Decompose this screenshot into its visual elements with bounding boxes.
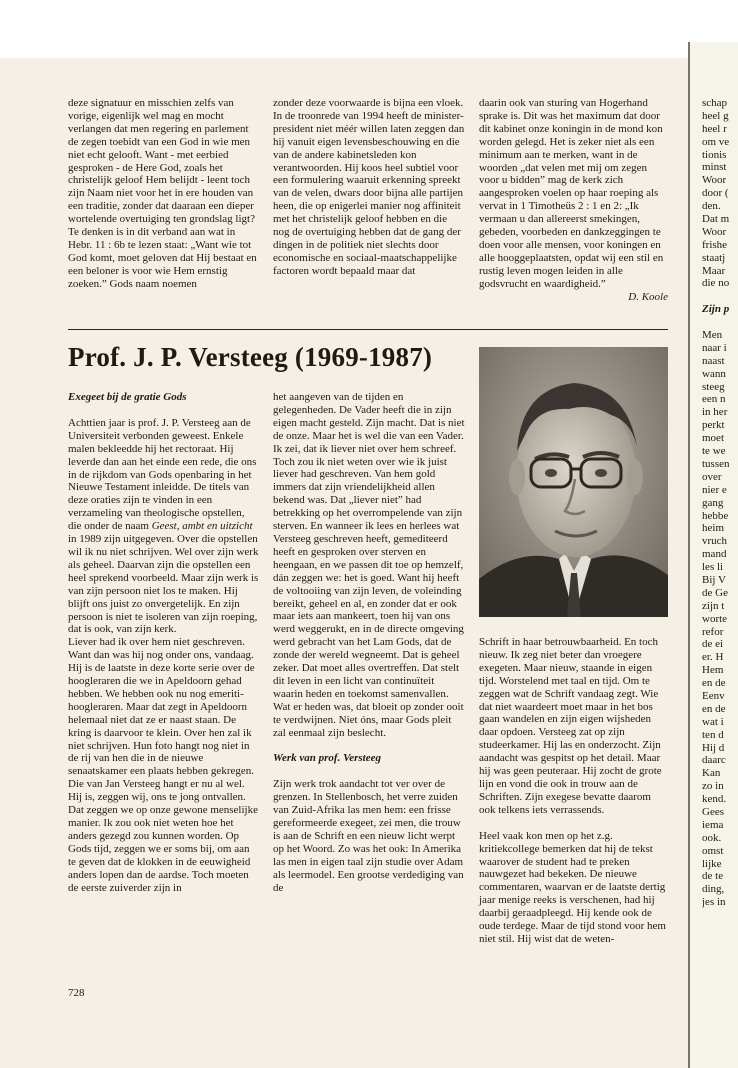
right-page-line: Kan	[702, 767, 721, 780]
article-column-1-paragraph-1	[68, 417, 260, 636]
top-column-1-text: deze signatuur en misschien zelfs van vorige, eigenlijk wel mag en mocht verlangen dat men regering en parlement de zegen toebidt van een God in wie men niet echt gelooft. Want - met eerbied gesproken - de Here God, zoals het christelijk geloof Hem belijdt - leent toch zijn Naam niet voor het in ere houden van een traditie, zonder dat daaraan een dieper wortelende overtuiging ten grondslag ligt? Te denken is in dit verband aan wat in Hebr. 11 : 6b te lezen staat: „Want wie tot God komt, moet geloven dat Hij bestaat en een beloner is voor wie Hem ernstig zoeken.” Gods naam noemen	[68, 97, 257, 290]
right-page-line: refor	[702, 625, 724, 638]
right-page-line: Maar	[702, 264, 726, 277]
right-page-line: Woor	[702, 174, 727, 187]
right-page-line: frishe	[702, 238, 728, 251]
right-page-line: Gees	[702, 805, 724, 818]
top-column-3	[479, 97, 668, 304]
article-column-2-paragraph-1: het aangeven van de tijden en gelegenheden. De Vader heeft die in zijn eigen macht gesteld. Zijn macht. Dat is niet de onze. Maar het is wel die van een Vader.	[273, 391, 465, 442]
right-page-line: wann	[702, 367, 726, 380]
right-page-line: heel g	[702, 109, 729, 122]
article-column-2	[273, 391, 465, 895]
right-page-line: Dat m	[702, 213, 730, 226]
subtitle-exegeet: Exegeet bij de gratie Gods	[68, 391, 187, 403]
page-number: 728	[68, 987, 85, 999]
right-page-line: om ve	[702, 135, 730, 148]
right-page-line: heim	[702, 522, 724, 535]
right-page-line: daarc	[702, 754, 726, 767]
right-page-line: en de	[702, 677, 726, 690]
top-column-3-text: daarin ook van sturing van Hogerhand sprake is. Dit was het maximum dat door dit kabinet onze koningin in de mond kon worden gelegd. Het is zeker niet als een minimum aan te merken, want in de woorden „dat velen met mij om zegen voor u bidden” mag de kerk zich aangesproken voelen op haar roeping als vervat in 1 Timotheüs 2 : 1 en 2: „Ik vermaan u dan allereerst smekingen, gebeden, voorbeden en dankzeggingen te doen voor alle mensen, voor koningen en alle hooggeplaatsten, opdat wij een stil en rustig leven mogen leiden in alle godsvrucht en waardigheid.”	[479, 97, 664, 290]
right-page-line: schap	[702, 97, 728, 109]
portrait-photo	[479, 347, 668, 617]
right-page-line: te we	[702, 445, 726, 458]
right-page-line: een n	[702, 393, 726, 406]
top-column-2-text: zonder deze voorwaarde is bijna een vloek. In de troonrede van 1994 heeft de minister-president niet méér willen laten zeggen dan hij vanuit eigen levensbeschouwing en die van de andere kabinetsleden kon verantwoorden. Hij koos heel subtiel voor een formulering waaruit erkenning spreekt van de velen, dwars door bijna alle partijen heen, die op enigerlei manier nog affiniteit met het christelijk geloof hebben en die nog de overtuiging hebben dat de gang der dingen in de politiek niet slechts door economische en sociaal-maatschappelijke factoren wordt bepaald maar dat	[273, 97, 465, 277]
right-page-line: les li	[702, 561, 724, 574]
right-page-line	[702, 316, 730, 329]
right-page-line: omst	[702, 844, 724, 857]
right-page-line: ding,	[702, 883, 725, 896]
right-page-line: die no	[702, 277, 730, 290]
right-page-line: de Ge	[702, 586, 728, 599]
right-page-line: mand	[702, 548, 727, 561]
right-page-line: nier e	[702, 483, 727, 496]
top-column-1	[68, 97, 258, 291]
right-page-line: over	[702, 470, 722, 483]
right-page-text	[702, 97, 730, 909]
right-page-line: de ei	[702, 638, 724, 651]
right-page-line: den.	[702, 200, 721, 213]
right-page-line: steeg	[702, 380, 725, 393]
right-page-line: ook.	[702, 831, 722, 844]
article-column-3-paragraph-1: Schrift in haar betrouwbaarheid. En toch nieuw. Ik zeg niet beter dan vroegere exegeten. Maar nieuw, staande in eigen tijd. Worstelend met taal en tijd. Om te zeggen wat de Schrift vandaag zegt. Wie dat niet waardeert moet maar in het bos gaan wandelen en zijn eigen wijsheden daar opdoen. Versteeg zat op zijn studeerkamer. Hij las en onderzocht. Zijn aandacht was gespitst op het detail. Maar hij was geen peuteraar. Hij zocht de grote lijn en vond die ook in trouw aan de Schriften. Zijn exegese bevatte daarom ook telkens iets verrassends.	[479, 636, 662, 816]
article-column-3	[479, 636, 668, 946]
right-page-line: lijke	[702, 857, 722, 870]
right-page-line: Hem	[702, 664, 724, 677]
right-page-line: Hij d	[702, 741, 725, 754]
right-page-line: Eenv	[702, 689, 725, 702]
article-column-2-paragraph-2: Ik zei, dat ik liever niet over hem schreef. Toch zou ik niet weten over wie ik juist liever had geschreven. Van hem gold immers dat zijn vriendelijkheid allen bekend was. Dat „liever niet” had betrekking op het overrompelende van zijn sterven. En wanneer ik lees en herlees wat Versteeg geschreven heeft, gemediteerd heeft en gesproken over sterven en heengaan, en we passen dit toe op hemzelf, dán zeggen we: het is goed. Want hij heeft de voltooiing van zijn leven, de voleinding bereikt, geheel en al, en zonder dat er ook maar iets aan mankeert, toen hij van ons werd weggerukt, en in de directe omgeving werd gebracht van het Lam Gods, dat de zonde der wereld wegneemt. Dat is geheel zeker. Dat moet alles overtreffen. Dat stelt dit leven in een licht van continuïteit waarin heden en toekomst samenvallen. Wat er heden was, dat bloeit op zonder ooit te verdwijnen. Niet óns, maar Gods pleit zal eenmaal zijn beslecht.	[273, 442, 464, 739]
right-page-line: door (	[702, 187, 729, 200]
right-page-edge	[688, 42, 738, 1068]
right-page-line: ten d	[702, 728, 724, 741]
right-page-line: staatj	[702, 251, 726, 264]
right-page-line: tussen	[702, 457, 730, 470]
right-page-line: worte	[702, 612, 728, 625]
right-page-line: de te	[702, 870, 724, 883]
right-page-line: Men	[702, 329, 723, 342]
right-page-line: Bij V	[702, 573, 726, 586]
right-page-line: zo in	[702, 780, 724, 793]
right-page-line: moet	[702, 432, 724, 445]
right-page-line: zijn t	[702, 599, 725, 612]
right-page-line: iema	[702, 818, 724, 831]
right-page-line: minst	[702, 161, 727, 174]
right-page-line: wat i	[702, 715, 724, 728]
subtitle-werk: Werk van prof. Versteeg	[273, 752, 381, 765]
top-column-2	[273, 97, 465, 278]
right-page-line: heel r	[702, 122, 727, 135]
article-column-3-paragraph-2: Heel vaak kon men op het z.g. kritiekcollege bemerken dat hij de tekst waarover de student had te preken nauwgezet had bekeken. De nieuwe commentaren, waarvan er de laatste dertig jaar menige reeks is verschenen, had hij daarbij geraadpleegd. Hij kende ook de oude terdege. Maar de tijd stond voor hem niet stil. Hij wist dat de weten-	[479, 829, 666, 945]
article-column-1-paragraph-2: Liever had ik over hem niet geschreven. Want dan was hij nog onder ons, vandaag. Hij is de laatste in deze korte serie over de hoogleraren die we in Apeldoorn gehad hebben. We hebben ook nu nog emeriti-hoogleraren. Maar dat zegt in Apeldoorn helemaal niet dat ze er naast staan. De kring is daarvoor te klein. Over hen zal ik niet schrijven. Hun foto hangt nog niet in de rij van hen die in de nieuwe senaatskamer een plaats hebben gekregen. Die van Jan Versteeg hangt er nu al wel. Hij is, zeggen wij, ons te jong ontvallen. Dat zeggen we op onze gewone menselijke manier. Ik zou ook niet weten hoe het anders gezegd zou kunnen worden. Op Gods tijd, zeggen we er soms bij, om aan te geven dat de klokken in de eeuwigheid anders lopen dan de aardse. Toch moeten de eerste zuiverder zijn in	[68, 636, 258, 894]
article-column-2-paragraph-3: Zijn werk trok aandacht tot ver over de grenzen. In Stellenbosch, het verre zuiden van Zuid-Afrika las men hem: een frisse gereformeerde exegeet, zei men, die trouw is aan de Schrift en een nieuw licht werpt op het Woord. Zo was het ook: In Amerika las men in eigen taal zijn studie over Adam als leermodel. Een grootse verdediging van de	[273, 778, 464, 894]
right-page-line: Woor	[702, 225, 727, 238]
right-page-line	[702, 290, 730, 303]
right-page-line: in her	[702, 406, 728, 419]
right-page-line: tionis	[702, 148, 727, 161]
right-page-line: naar i	[702, 341, 727, 354]
article-column-1-text-b: in 1989 zijn uitgegeven. Over die opstellen wil ik nu niet schrijven. Wel over zijn werk als geheel. Daarvan zijn die opstellen een heel sprekend voorbeeld. Maar zijn werk is van zijn persoon niet los te maken. Hij blijft ons juist zo onvergetelijk. En zijn persoon is niet te isoleren van zijn roeping, dat is ook, van zijn kerk.	[68, 533, 259, 636]
right-page-line: kend.	[702, 793, 727, 806]
article-column-1	[68, 391, 260, 894]
portrait-image	[479, 347, 668, 617]
right-page-line: jes in	[702, 896, 726, 909]
right-page-line: en de	[702, 702, 726, 715]
right-page-line: hebbe	[702, 509, 729, 522]
book-title: Geest, ambt en uitzicht	[151, 520, 253, 533]
signature: D. Koole	[628, 290, 668, 303]
right-page-line: gang	[702, 496, 724, 509]
right-page-line: Zijn p	[702, 303, 730, 316]
article-title: Prof. J. P. Versteeg (1969-1987)	[68, 342, 433, 372]
right-page-line: er. H	[702, 651, 724, 664]
right-page-line: perkt	[702, 419, 725, 432]
right-page-line: naast	[702, 354, 725, 367]
section-divider	[68, 329, 668, 330]
right-page-line: vruch	[702, 535, 728, 548]
article-column-1-text-a: Achttien jaar is prof. J. P. Versteeg aan de Universiteit verbonden geweest. Enkele malen bekleedde hij het rectoraat. Hij leverde dan aan het einde een rede, die ons in de rijkdom van Gods openbaring in het Nieuwe Testament inleidde. De titels van deze oraties zijn te vinden in een verzameling van theologische opstellen, die onder de naam	[68, 416, 257, 533]
